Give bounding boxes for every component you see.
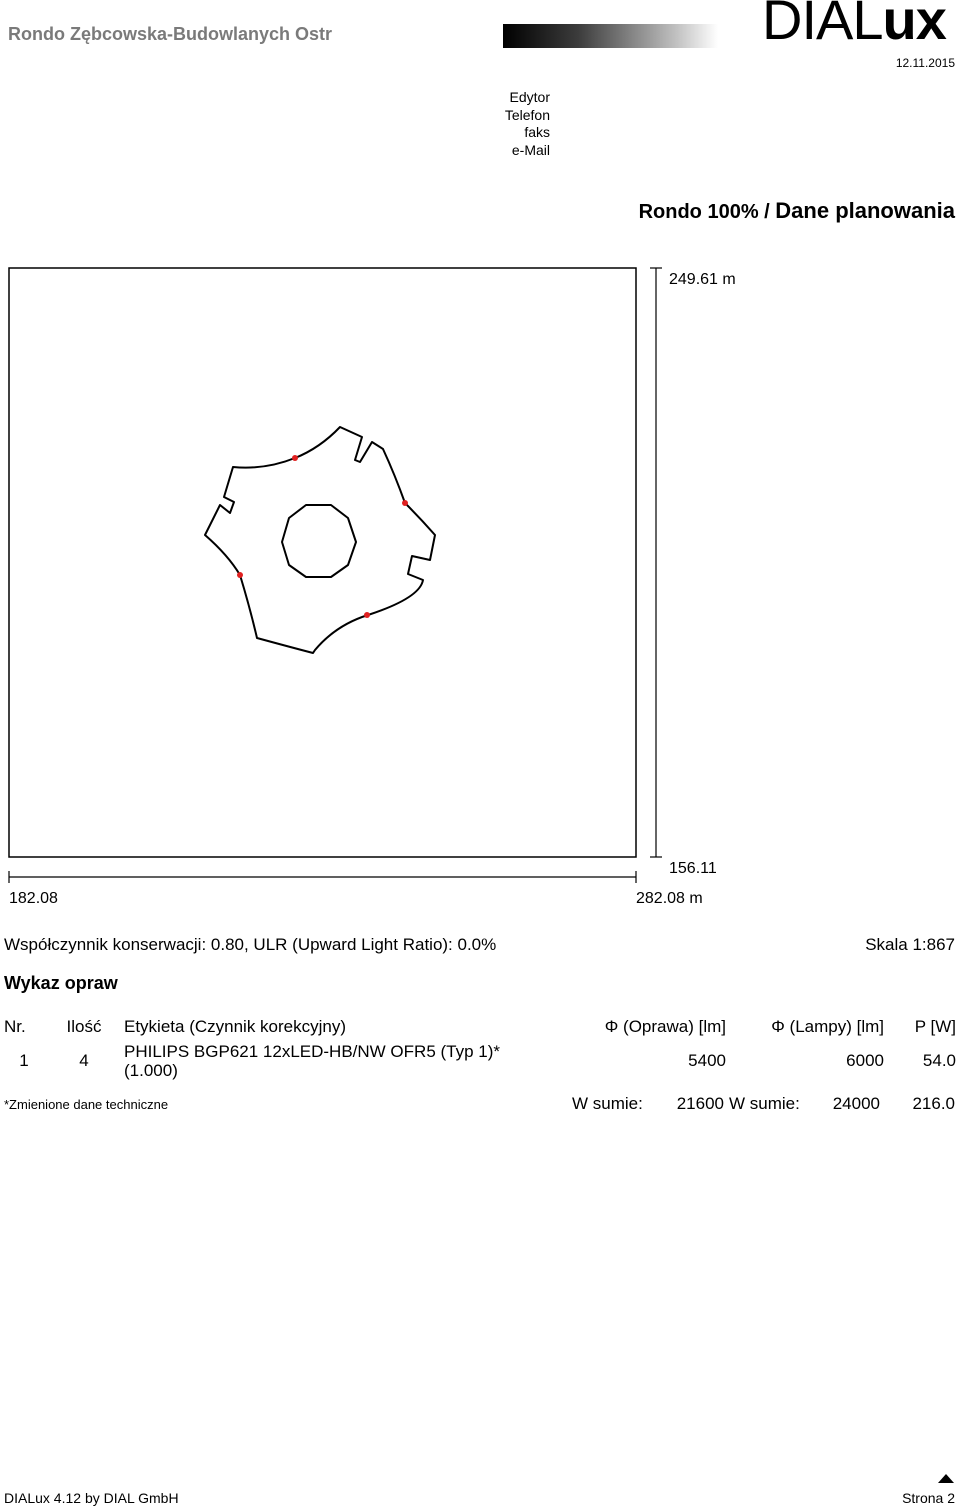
plan-frame: [9, 268, 636, 857]
dialux-logo: [762, 0, 946, 51]
scale-label: Skala 1:867: [865, 935, 955, 954]
contact-editor: Edytor: [509, 89, 550, 105]
row-qty: 4: [79, 1051, 89, 1070]
page-title-sub: Dane planowania: [775, 198, 955, 223]
luminaire-marker: [364, 612, 370, 618]
maintenance-factor: Współczynnik konserwacji: 0.80, ULR (Upward Light Ratio): 0.0%: [4, 935, 497, 954]
table-header-row: [0, 1014, 960, 1040]
col-power: P [W]: [914, 1017, 956, 1036]
report-date: 12.11.2015: [895, 56, 955, 70]
table-row: [0, 1040, 960, 1082]
luminaire-marker: [237, 572, 243, 578]
sum-flux-luminaire: 21600: [676, 1094, 724, 1113]
x-right-coordinate: 282.08 m: [636, 890, 703, 907]
y-top-coordinate: 249.61 m: [669, 271, 736, 288]
x-left-coordinate: 182.08: [9, 890, 58, 907]
luminaire-table: [0, 1014, 960, 1082]
site-plan: [0, 260, 960, 920]
logo-dia: DIAL: [762, 0, 883, 51]
project-name: Rondo Zębcowska-Budowlanych Ostr: [8, 24, 333, 44]
col-label: Etykieta (Czynnik korekcyjny): [124, 1017, 347, 1036]
central-island: [282, 505, 356, 577]
page-title-main: Rondo 100% /: [638, 201, 776, 223]
footer-software: DIALux 4.12 by DIAL GmbH: [4, 1490, 179, 1506]
col-qty: Ilość: [66, 1017, 102, 1036]
col-flux-luminaire: Φ (Oprawa) [lm]: [604, 1017, 726, 1036]
col-flux-lamps: Φ (Lampy) [lm]: [771, 1017, 884, 1036]
row-nr: 1: [19, 1051, 29, 1070]
row-power: 54.0: [922, 1051, 956, 1070]
sum-flux-lamps: 24000: [832, 1094, 880, 1113]
header-gradient-bar: [503, 24, 718, 48]
luminaire-list-title: Wykaz opraw: [4, 973, 118, 993]
col-nr: Nr.: [4, 1017, 26, 1036]
logo-lux: ux: [882, 0, 946, 51]
arrow-up-icon: [938, 1474, 954, 1483]
contact-fax: faks: [524, 124, 550, 140]
sum-label-lamps: W sumie:: [729, 1094, 800, 1113]
roundabout-outer-outline: [205, 427, 435, 653]
sum-power: 216.0: [912, 1094, 955, 1113]
luminaire-marker: [292, 455, 298, 461]
y-bottom-coordinate: 156.11: [669, 860, 717, 877]
sum-label-luminaire: W sumie:: [572, 1094, 643, 1113]
contact-block: [470, 89, 550, 159]
footnote: *Zmienione dane techniczne: [4, 1097, 169, 1112]
row-flux-lamps: 6000: [846, 1051, 884, 1070]
row-label: PHILIPS BGP621 12xLED-HB/NW OFR5 (Typ 1)* (1.000): [124, 1042, 501, 1080]
page-number: Strona 2: [902, 1490, 955, 1506]
luminaire-marker: [402, 500, 408, 506]
row-flux-luminaire: 5400: [688, 1051, 726, 1070]
contact-phone: Telefon: [504, 106, 550, 123]
page-title: [639, 198, 955, 224]
contact-email: e-Mail: [511, 141, 550, 158]
